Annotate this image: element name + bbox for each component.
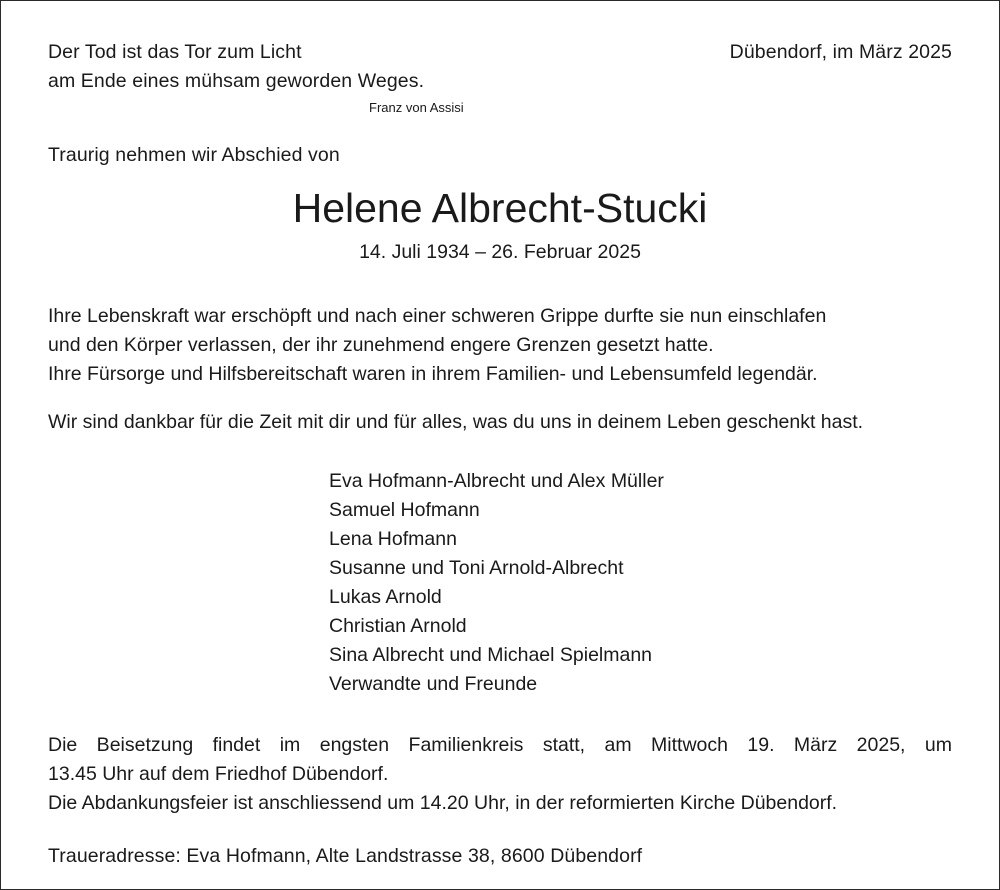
survivor-name: Christian Arnold: [329, 615, 467, 637]
survivors-list: [329, 467, 664, 699]
paragraph-life-line-3: Ihre Fürsorge und Hilfsbereitschaft waren in ihrem Familien- und Lebensumfeld legendär.: [48, 363, 818, 385]
survivor-name: Lukas Arnold: [329, 586, 442, 608]
mourning-address: Traueradresse: Eva Hofmann, Alte Landstrasse 38, 8600 Dübendorf: [48, 845, 643, 867]
motto-author: Franz von Assisi: [369, 100, 464, 115]
paragraph-life-line-1: Ihre Lebenskraft war erschöpft und nach einer schweren Grippe durfte sie nun einschlafen: [48, 305, 827, 327]
life-dates: 14. Juli 1934 – 26. Februar 2025: [359, 241, 641, 263]
paragraph-life-line-2: und den Körper verlassen, der ihr zunehmend engere Grenzen gesetzt hatte.: [48, 334, 714, 356]
survivor-name: Susanne und Toni Arnold-Albrecht: [329, 557, 624, 579]
survivor-name: Lena Hofmann: [329, 528, 457, 550]
survivor-name: Sina Albrecht und Michael Spielmann: [329, 644, 653, 666]
motto-line-2: am Ende eines mühsam geworden Weges.: [48, 70, 425, 92]
funeral-info-line-2: 13.45 Uhr auf dem Friedhof Dübendorf.: [48, 763, 389, 785]
funeral-info-line-3: Die Abdankungsfeier ist anschliessend um 14.20 Uhr, in der reformierten Kirche Dübendorf.: [48, 792, 838, 814]
survivor-name: Eva Hofmann-Albrecht und Alex Müller: [329, 470, 664, 492]
funeral-info: [48, 731, 952, 818]
survivor-name: Samuel Hofmann: [329, 499, 480, 521]
intro-text: Traurig nehmen wir Abschied von: [48, 144, 340, 166]
paragraph-life: [48, 302, 826, 389]
survivor-name: Verwandte und Freunde: [329, 673, 538, 695]
paragraph-gratitude: Wir sind dankbar für die Zeit mit dir und für alles, was du uns in deinem Leben geschenkt hast.: [48, 411, 864, 433]
funeral-info-line-1: Die Beisetzung findet im engsten Familienkreis statt, am Mittwoch 19. März 2025, um: [48, 734, 952, 756]
deceased-name: Helene Albrecht-Stucki: [292, 185, 708, 231]
place-date: Dübendorf, im März 2025: [729, 41, 952, 63]
motto-line-1: Der Tod ist das Tor zum Licht: [48, 41, 302, 63]
